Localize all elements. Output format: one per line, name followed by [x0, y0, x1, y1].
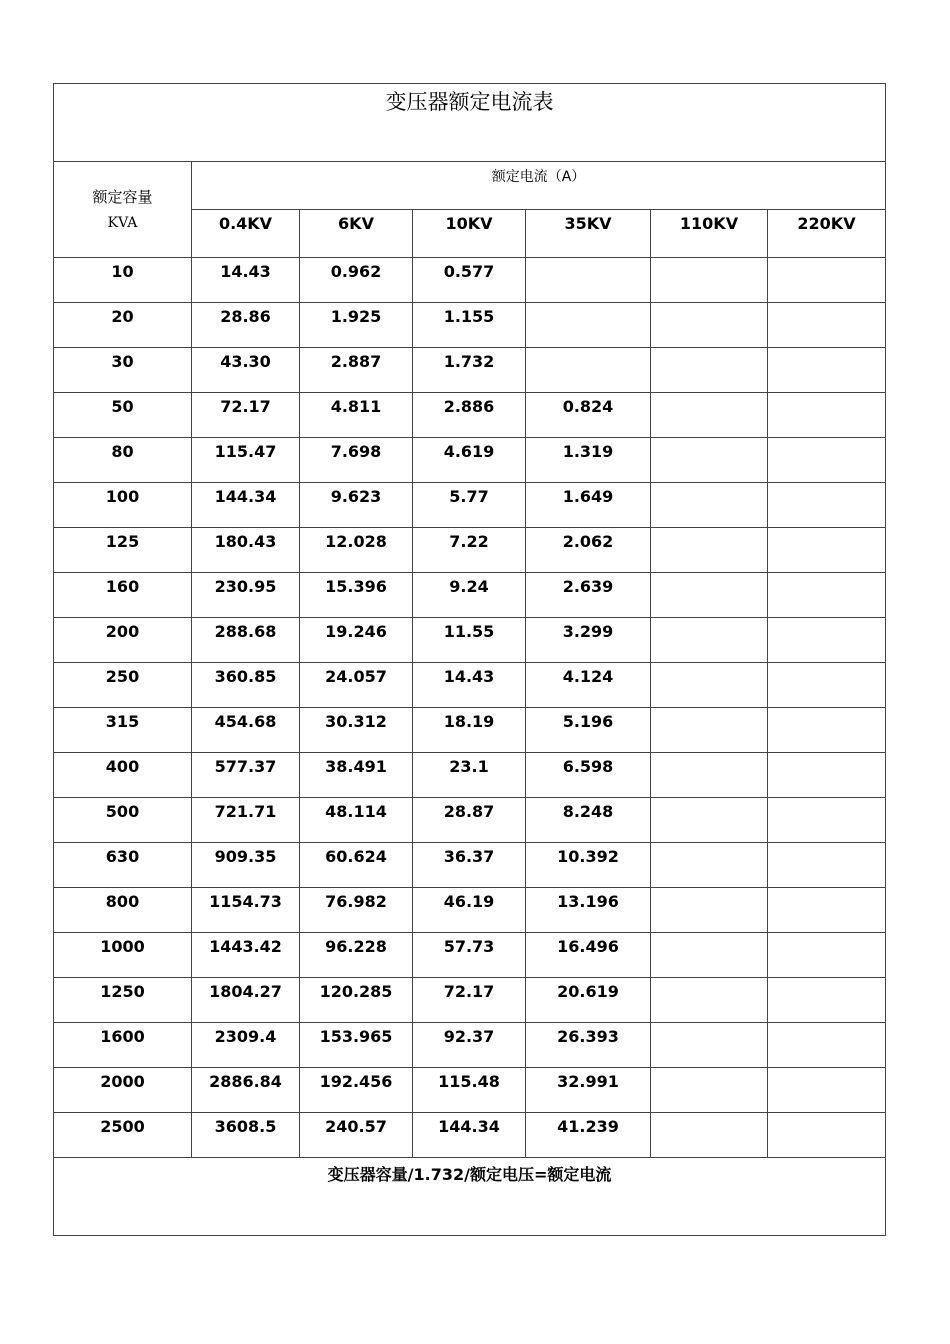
table-row — [54, 348, 886, 393]
capacity-cell: 250 — [54, 663, 192, 708]
current-cell — [651, 528, 768, 573]
table-row — [54, 1068, 886, 1113]
current-cell: 144.34 — [413, 1113, 526, 1158]
current-cell: 43.30 — [192, 348, 300, 393]
current-cell: 72.17 — [192, 393, 300, 438]
current-cell: 46.19 — [413, 888, 526, 933]
current-cell — [768, 528, 886, 573]
current-cell: 18.19 — [413, 708, 526, 753]
current-cell: 57.73 — [413, 933, 526, 978]
capacity-cell: 400 — [54, 753, 192, 798]
current-cell: 1804.27 — [192, 978, 300, 1023]
current-cell — [768, 933, 886, 978]
current-cell: 15.396 — [300, 573, 413, 618]
capacity-cell: 2000 — [54, 1068, 192, 1113]
current-cell: 4.811 — [300, 393, 413, 438]
current-header: 额定电流（A） — [192, 162, 886, 210]
current-cell: 38.491 — [300, 753, 413, 798]
current-cell: 36.37 — [413, 843, 526, 888]
current-cell: 120.285 — [300, 978, 413, 1023]
capacity-cell: 800 — [54, 888, 192, 933]
current-cell: 192.456 — [300, 1068, 413, 1113]
current-cell: 28.86 — [192, 303, 300, 348]
current-cell — [651, 258, 768, 303]
current-cell: 60.624 — [300, 843, 413, 888]
current-cell: 8.248 — [526, 798, 651, 843]
table-row — [54, 618, 886, 663]
current-cell — [768, 753, 886, 798]
capacity-cell: 50 — [54, 393, 192, 438]
current-cell: 13.196 — [526, 888, 651, 933]
current-cell — [526, 258, 651, 303]
current-cell — [768, 393, 886, 438]
current-cell — [651, 618, 768, 663]
capacity-cell: 630 — [54, 843, 192, 888]
capacity-cell: 10 — [54, 258, 192, 303]
current-cell — [768, 663, 886, 708]
current-cell: 1443.42 — [192, 933, 300, 978]
capacity-cell: 160 — [54, 573, 192, 618]
current-cell: 28.87 — [413, 798, 526, 843]
table-row — [54, 573, 886, 618]
capacity-cell: 2500 — [54, 1113, 192, 1158]
current-cell — [768, 978, 886, 1023]
capacity-cell: 100 — [54, 483, 192, 528]
current-cell — [651, 663, 768, 708]
current-cell — [526, 348, 651, 393]
current-cell — [768, 888, 886, 933]
capacity-cell: 315 — [54, 708, 192, 753]
current-cell: 19.246 — [300, 618, 413, 663]
capacity-header-label: 额定容量 — [92, 187, 153, 206]
current-cell: 115.48 — [413, 1068, 526, 1113]
current-cell: 180.43 — [192, 528, 300, 573]
current-cell: 5.196 — [526, 708, 651, 753]
current-cell: 12.028 — [300, 528, 413, 573]
current-cell: 7.22 — [413, 528, 526, 573]
capacity-cell: 1000 — [54, 933, 192, 978]
current-cell — [768, 708, 886, 753]
table-row — [54, 978, 886, 1023]
table-title: 变压器额定电流表 — [54, 84, 886, 162]
current-cell: 1154.73 — [192, 888, 300, 933]
current-cell: 41.239 — [526, 1113, 651, 1158]
current-cell — [768, 348, 886, 393]
current-cell: 1.732 — [413, 348, 526, 393]
current-cell: 3608.5 — [192, 1113, 300, 1158]
current-cell — [651, 303, 768, 348]
current-cell — [651, 573, 768, 618]
rated-current-table — [53, 83, 886, 1236]
formula-note: 变压器容量/1.732/额定电压=额定电流 — [54, 1158, 886, 1236]
current-cell: 6.598 — [526, 753, 651, 798]
current-cell: 360.85 — [192, 663, 300, 708]
current-cell — [651, 753, 768, 798]
current-cell: 4.619 — [413, 438, 526, 483]
current-cell — [768, 618, 886, 663]
capacity-cell: 20 — [54, 303, 192, 348]
current-cell — [768, 1068, 886, 1113]
table-row — [54, 258, 886, 303]
current-cell — [651, 393, 768, 438]
table-row — [54, 753, 886, 798]
capacity-cell: 1250 — [54, 978, 192, 1023]
current-cell: 230.95 — [192, 573, 300, 618]
voltage-header: 220KV — [768, 210, 886, 258]
current-cell: 30.312 — [300, 708, 413, 753]
current-cell: 32.991 — [526, 1068, 651, 1113]
current-cell: 909.35 — [192, 843, 300, 888]
current-cell: 24.057 — [300, 663, 413, 708]
current-cell — [651, 798, 768, 843]
current-cell: 144.34 — [192, 483, 300, 528]
table-row — [54, 663, 886, 708]
capacity-cell: 125 — [54, 528, 192, 573]
current-cell: 721.71 — [192, 798, 300, 843]
current-cell — [651, 483, 768, 528]
current-cell — [768, 258, 886, 303]
voltage-header: 110KV — [651, 210, 768, 258]
current-cell: 72.17 — [413, 978, 526, 1023]
current-cell — [651, 888, 768, 933]
voltage-header: 10KV — [413, 210, 526, 258]
current-cell — [651, 843, 768, 888]
current-cell: 1.649 — [526, 483, 651, 528]
current-cell: 2309.4 — [192, 1023, 300, 1068]
current-cell: 0.824 — [526, 393, 651, 438]
current-cell: 115.47 — [192, 438, 300, 483]
current-cell: 1.319 — [526, 438, 651, 483]
capacity-header — [54, 162, 192, 258]
current-cell: 16.496 — [526, 933, 651, 978]
table-row — [54, 798, 886, 843]
current-cell — [651, 933, 768, 978]
current-cell — [651, 1068, 768, 1113]
table-row — [54, 528, 886, 573]
current-cell: 5.77 — [413, 483, 526, 528]
capacity-header-unit: KVA — [107, 214, 138, 231]
current-cell: 48.114 — [300, 798, 413, 843]
current-cell — [768, 843, 886, 888]
current-cell — [768, 798, 886, 843]
current-cell — [768, 438, 886, 483]
current-cell — [768, 573, 886, 618]
current-cell: 4.124 — [526, 663, 651, 708]
current-cell: 1.155 — [413, 303, 526, 348]
current-cell — [651, 978, 768, 1023]
current-cell: 240.57 — [300, 1113, 413, 1158]
table-row — [54, 1023, 886, 1068]
current-cell — [651, 1023, 768, 1068]
current-cell: 2.886 — [413, 393, 526, 438]
current-cell: 2.887 — [300, 348, 413, 393]
current-cell: 0.962 — [300, 258, 413, 303]
current-cell — [768, 303, 886, 348]
current-cell — [768, 483, 886, 528]
current-cell: 7.698 — [300, 438, 413, 483]
table-row — [54, 1113, 886, 1158]
current-cell: 92.37 — [413, 1023, 526, 1068]
current-cell: 2.062 — [526, 528, 651, 573]
current-cell — [651, 348, 768, 393]
voltage-header: 35KV — [526, 210, 651, 258]
voltage-header: 6KV — [300, 210, 413, 258]
current-cell: 2886.84 — [192, 1068, 300, 1113]
current-cell: 577.37 — [192, 753, 300, 798]
current-cell: 20.619 — [526, 978, 651, 1023]
table-row — [54, 303, 886, 348]
current-cell — [526, 303, 651, 348]
capacity-cell: 80 — [54, 438, 192, 483]
current-cell: 153.965 — [300, 1023, 413, 1068]
table-row — [54, 483, 886, 528]
current-cell: 26.393 — [526, 1023, 651, 1068]
current-cell: 10.392 — [526, 843, 651, 888]
current-cell: 9.24 — [413, 573, 526, 618]
current-cell: 9.623 — [300, 483, 413, 528]
current-cell: 14.43 — [192, 258, 300, 303]
current-cell: 1.925 — [300, 303, 413, 348]
current-cell — [651, 1113, 768, 1158]
current-cell: 23.1 — [413, 753, 526, 798]
current-cell — [768, 1113, 886, 1158]
current-cell — [768, 1023, 886, 1068]
current-cell: 2.639 — [526, 573, 651, 618]
table-row — [54, 933, 886, 978]
table-row — [54, 393, 886, 438]
current-cell: 14.43 — [413, 663, 526, 708]
capacity-cell: 200 — [54, 618, 192, 663]
current-cell: 454.68 — [192, 708, 300, 753]
voltage-header: 0.4KV — [192, 210, 300, 258]
current-cell: 288.68 — [192, 618, 300, 663]
current-cell: 11.55 — [413, 618, 526, 663]
table-row — [54, 708, 886, 753]
current-cell — [651, 708, 768, 753]
capacity-cell: 1600 — [54, 1023, 192, 1068]
capacity-cell: 30 — [54, 348, 192, 393]
table-row — [54, 888, 886, 933]
current-cell: 96.228 — [300, 933, 413, 978]
capacity-cell: 500 — [54, 798, 192, 843]
table-row — [54, 438, 886, 483]
current-cell: 0.577 — [413, 258, 526, 303]
current-cell — [651, 438, 768, 483]
table-row — [54, 843, 886, 888]
current-cell: 3.299 — [526, 618, 651, 663]
current-cell: 76.982 — [300, 888, 413, 933]
